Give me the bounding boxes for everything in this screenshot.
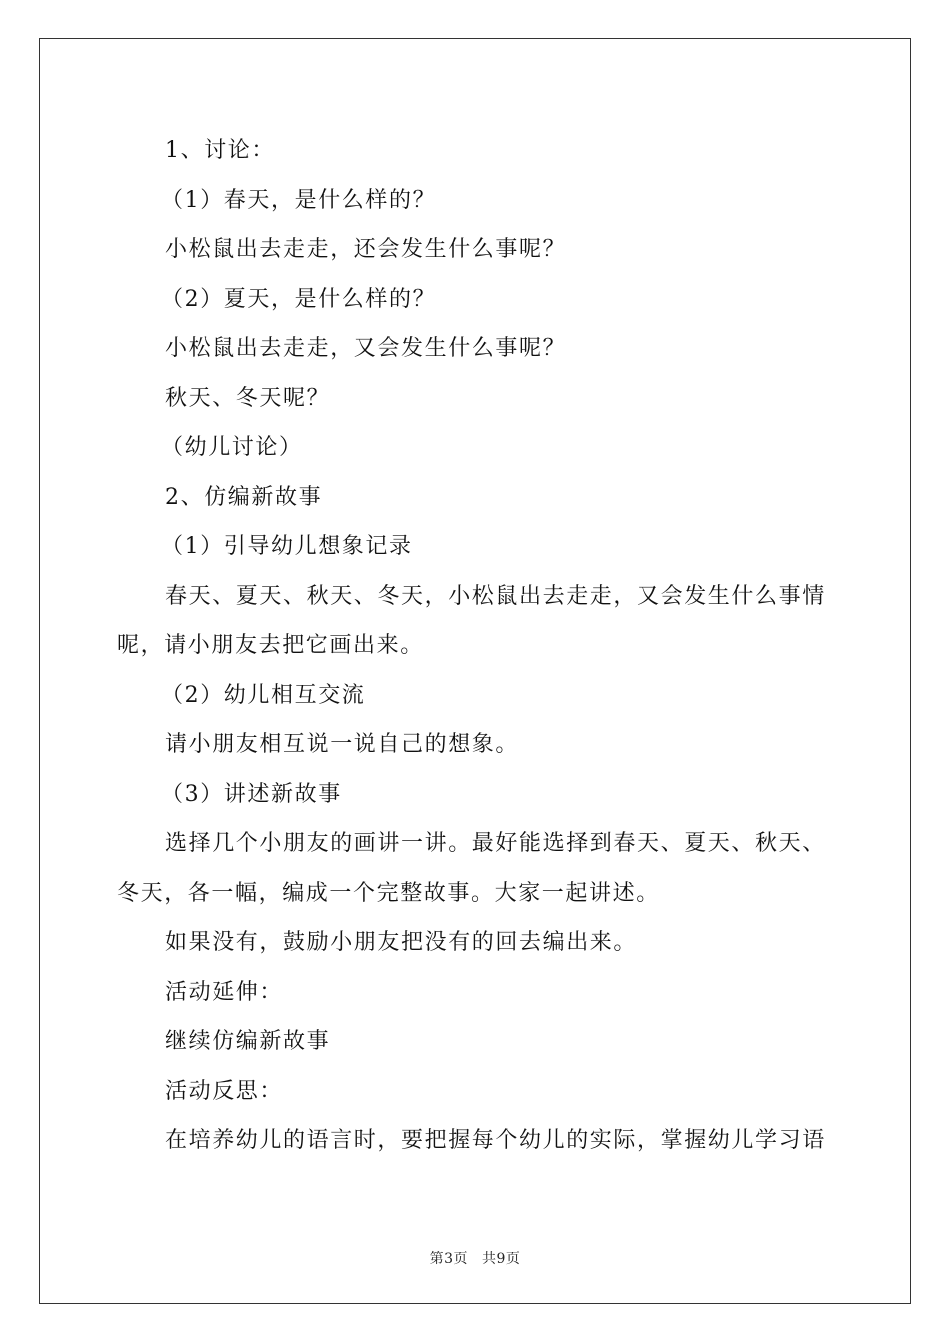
paragraph: 选择几个小朋友的画讲一讲。最好能选择到春天、夏天、秋天、冬天，各一幅，编成一个完整故事。大家一起讲述。 bbox=[117, 831, 826, 906]
paragraph: 秋天、冬天呢？ bbox=[165, 385, 331, 411]
paragraph: 活动延伸： bbox=[165, 979, 284, 1005]
paragraph: 活动反思： bbox=[165, 1078, 284, 1104]
paragraph: （幼儿讨论） bbox=[161, 435, 303, 460]
page-footer bbox=[0, 1248, 950, 1268]
paragraph: 请小朋友相互说一说自己的想象。 bbox=[165, 732, 520, 757]
paragraph: 小松鼠出去走走，还会发生什么事呢？ bbox=[165, 237, 567, 262]
paragraph: （2）幼儿相互交流 bbox=[161, 682, 366, 708]
paragraph: 春天、夏天、秋天、冬天，小松鼠出去走走，又会发生什么事情呢，请小朋友去把它画出来。 bbox=[117, 583, 826, 658]
paragraph: 继续仿编新故事 bbox=[165, 1029, 331, 1054]
paragraph: （3）讲述新故事 bbox=[161, 781, 342, 807]
paragraph: （1）引导幼儿想象记录 bbox=[161, 534, 413, 559]
paragraph: 1、讨论： bbox=[165, 138, 275, 163]
document-body bbox=[117, 126, 833, 1166]
paragraph: 在培养幼儿的语言时，要把握每个幼儿的实际，掌握幼儿学习语 bbox=[165, 1128, 826, 1153]
paragraph: 小松鼠出去走走，又会发生什么事呢？ bbox=[165, 336, 567, 361]
paragraph: （2）夏天，是什么样的？ bbox=[161, 286, 437, 312]
paragraph: 2、仿编新故事 bbox=[165, 484, 323, 510]
paragraph: （1）春天，是什么样的？ bbox=[161, 187, 437, 213]
paragraph: 如果没有，鼓励小朋友把没有的回去编出来。 bbox=[165, 930, 638, 955]
page-total: 共9页 bbox=[482, 1251, 521, 1267]
page-number: 第3页 bbox=[429, 1251, 468, 1267]
